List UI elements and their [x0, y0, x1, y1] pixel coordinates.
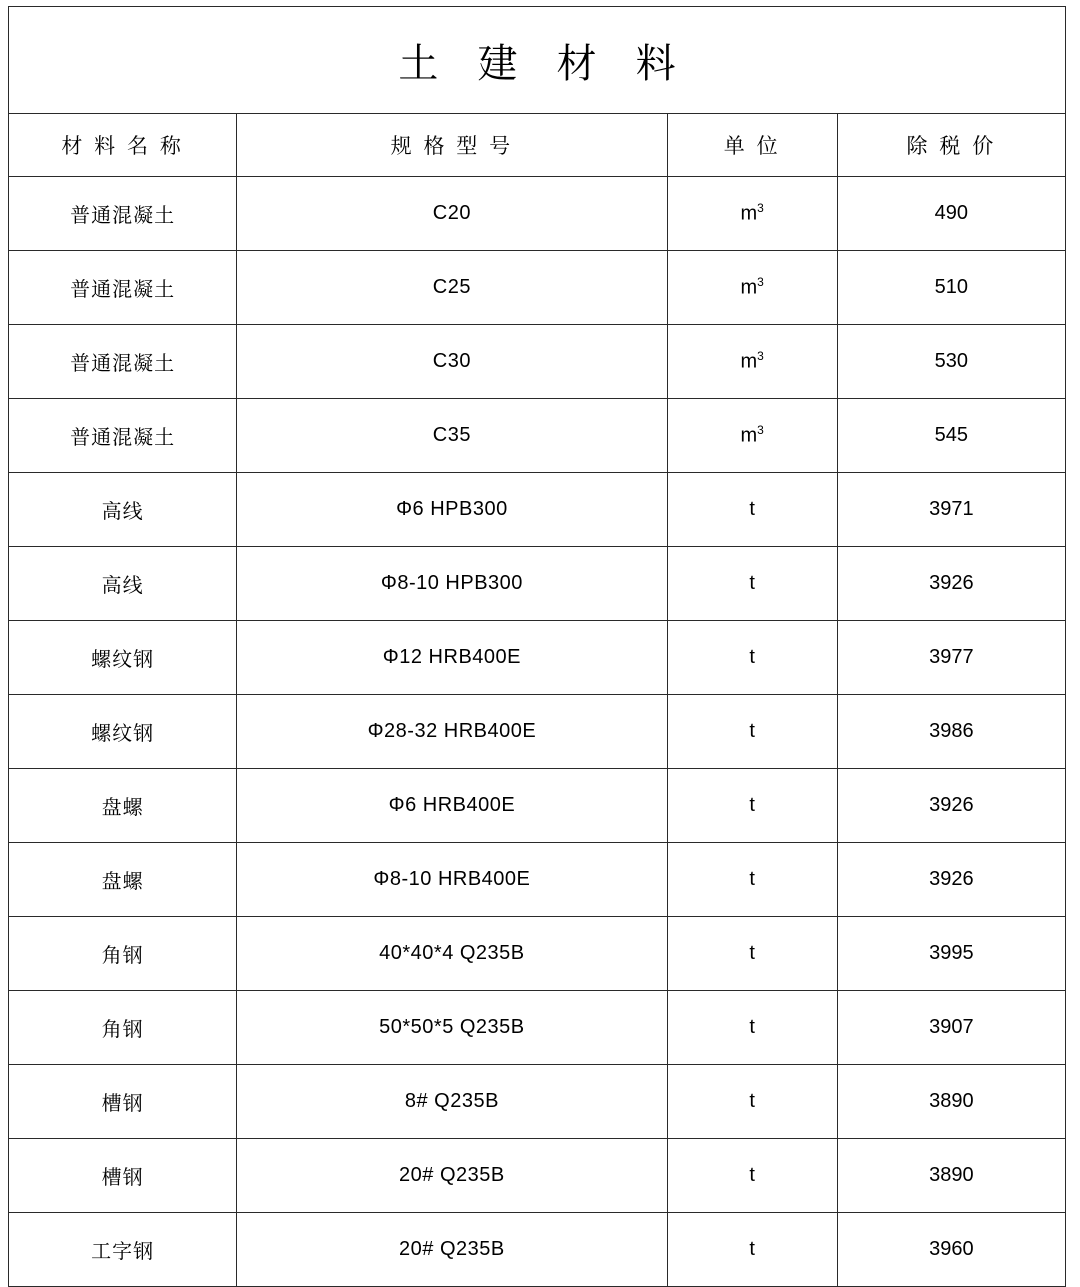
material-price-table: [8, 6, 1066, 1287]
cell-unit: [667, 1213, 837, 1287]
table-row: [9, 695, 1066, 769]
cell-specification: C20: [237, 177, 667, 251]
cell-material-name: 盘螺: [9, 769, 237, 843]
cell-specification: Φ12 HRB400E: [237, 621, 667, 695]
table-row: [9, 769, 1066, 843]
cell-unit: [667, 695, 837, 769]
cell-material-name: 普通混凝土: [9, 251, 237, 325]
unit-base: m: [740, 350, 758, 373]
cell-material-name: 高线: [9, 547, 237, 621]
unit-exponent: 3: [757, 275, 764, 290]
cell-specification: Φ6 HPB300: [237, 473, 667, 547]
cell-price: 3926: [837, 547, 1065, 621]
unit-base: t: [749, 1016, 755, 1038]
table-row: [9, 917, 1066, 991]
cell-material-name: 槽钢: [9, 1139, 237, 1213]
cell-price: 3890: [837, 1065, 1065, 1139]
cell-unit: [667, 473, 837, 547]
table-row: [9, 621, 1066, 695]
table-row: [9, 991, 1066, 1065]
cell-unit: [667, 251, 837, 325]
cell-price: 3926: [837, 843, 1065, 917]
cell-specification: 20# Q235B: [237, 1139, 667, 1213]
column-header-price: 除 税 价: [837, 114, 1065, 177]
column-header-unit: 单 位: [667, 114, 837, 177]
cell-material-name: 槽钢: [9, 1065, 237, 1139]
unit-exponent: 3: [757, 201, 764, 216]
table-row: [9, 1213, 1066, 1287]
table-row: [9, 399, 1066, 473]
cell-price: 3907: [837, 991, 1065, 1065]
cell-unit: [667, 547, 837, 621]
table-row: [9, 251, 1066, 325]
cell-unit: [667, 991, 837, 1065]
cell-price: 3960: [837, 1213, 1065, 1287]
cell-unit: [667, 1065, 837, 1139]
table-row: [9, 325, 1066, 399]
cell-price: 3971: [837, 473, 1065, 547]
unit-exponent: 3: [757, 349, 764, 364]
cell-specification: 40*40*4 Q235B: [237, 917, 667, 991]
cell-specification: Φ8-10 HRB400E: [237, 843, 667, 917]
cell-unit: [667, 621, 837, 695]
column-header-name: 材 料 名 称: [9, 114, 237, 177]
cell-price: 3926: [837, 769, 1065, 843]
unit-base: t: [749, 1238, 755, 1260]
cell-unit: [667, 917, 837, 991]
unit-base: t: [749, 572, 755, 594]
cell-material-name: 角钢: [9, 917, 237, 991]
unit-base: m: [740, 276, 758, 299]
cell-specification: C35: [237, 399, 667, 473]
unit-base: t: [749, 868, 755, 890]
cell-price: 3986: [837, 695, 1065, 769]
cell-specification: 8# Q235B: [237, 1065, 667, 1139]
table-body: [9, 7, 1066, 1287]
cell-unit: [667, 177, 837, 251]
table-header-row: [9, 114, 1066, 177]
cell-specification: Φ8-10 HPB300: [237, 547, 667, 621]
column-header-spec: 规 格 型 号: [237, 114, 667, 177]
cell-material-name: 螺纹钢: [9, 695, 237, 769]
cell-material-name: 角钢: [9, 991, 237, 1065]
page-title: 土 建 材 料: [9, 7, 1066, 114]
title-row: [9, 7, 1066, 114]
table-row: [9, 473, 1066, 547]
table-row: [9, 843, 1066, 917]
cell-material-name: 工字钢: [9, 1213, 237, 1287]
cell-material-name: 普通混凝土: [9, 325, 237, 399]
unit-base: t: [749, 498, 755, 520]
cell-material-name: 高线: [9, 473, 237, 547]
cell-price: 510: [837, 251, 1065, 325]
cell-specification: 20# Q235B: [237, 1213, 667, 1287]
table-row: [9, 547, 1066, 621]
cell-unit: [667, 325, 837, 399]
unit-base: t: [749, 646, 755, 668]
unit-base: t: [749, 1090, 755, 1112]
table-row: [9, 1139, 1066, 1213]
unit-base: m: [740, 202, 758, 225]
unit-base: t: [749, 1164, 755, 1186]
cell-price: 530: [837, 325, 1065, 399]
cell-material-name: 螺纹钢: [9, 621, 237, 695]
cell-material-name: 盘螺: [9, 843, 237, 917]
table-row: [9, 177, 1066, 251]
cell-unit: [667, 1139, 837, 1213]
cell-price: 3977: [837, 621, 1065, 695]
unit-base: t: [749, 720, 755, 742]
table-row: [9, 1065, 1066, 1139]
cell-price: 3995: [837, 917, 1065, 991]
cell-specification: 50*50*5 Q235B: [237, 991, 667, 1065]
unit-base: t: [749, 942, 755, 964]
cell-specification: Φ6 HRB400E: [237, 769, 667, 843]
cell-specification: Φ28-32 HRB400E: [237, 695, 667, 769]
cell-price: 490: [837, 177, 1065, 251]
cell-unit: [667, 399, 837, 473]
cell-material-name: 普通混凝土: [9, 399, 237, 473]
unit-base: t: [749, 794, 755, 816]
cell-unit: [667, 769, 837, 843]
cell-price: 545: [837, 399, 1065, 473]
cell-specification: C30: [237, 325, 667, 399]
cell-price: 3890: [837, 1139, 1065, 1213]
unit-exponent: 3: [757, 423, 764, 438]
cell-unit: [667, 843, 837, 917]
unit-base: m: [740, 424, 758, 447]
cell-specification: C25: [237, 251, 667, 325]
cell-material-name: 普通混凝土: [9, 177, 237, 251]
